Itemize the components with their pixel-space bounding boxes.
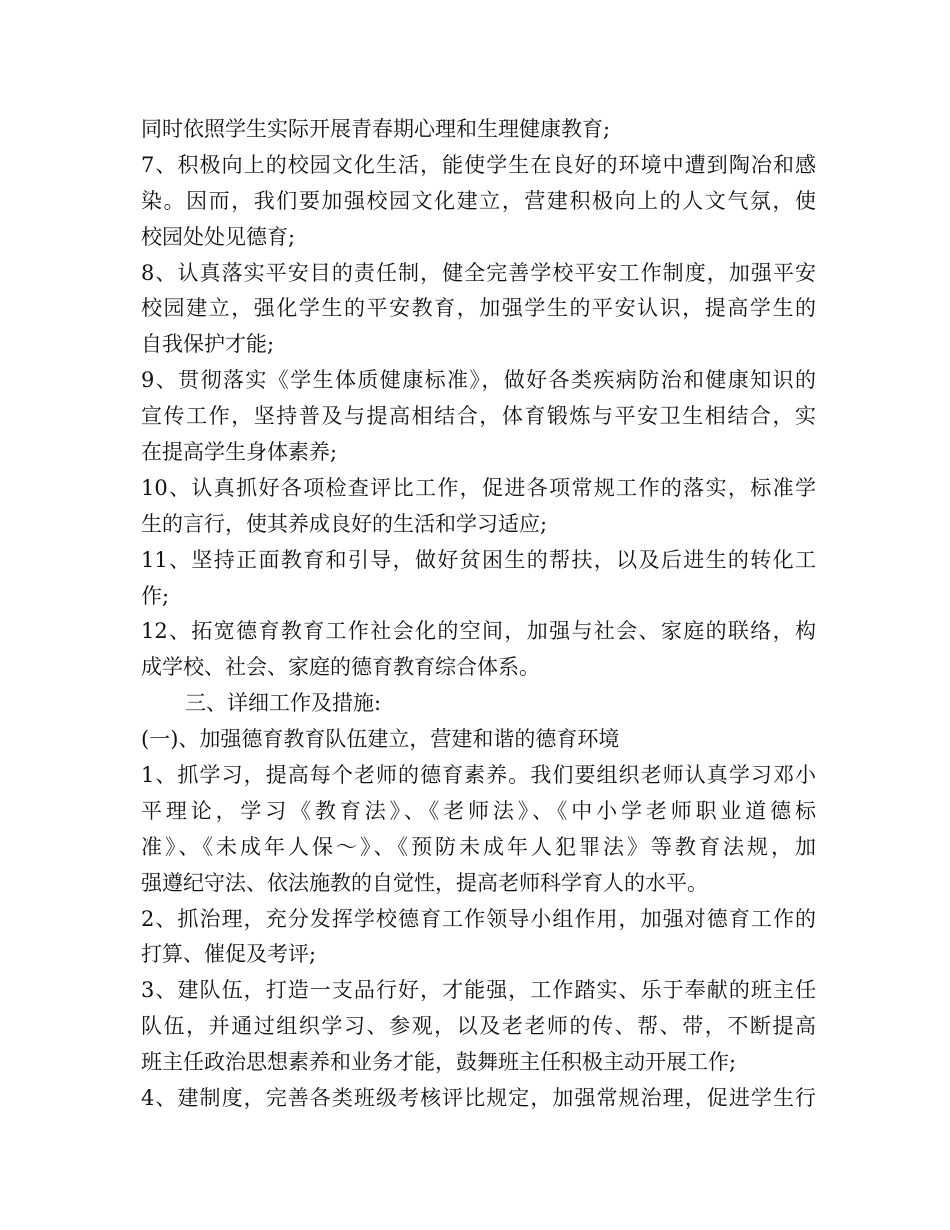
text-line: 校园建立，强化学生的平安教育，加强学生的平安认识，提高学生的 — [141, 296, 816, 321]
text-line: 生的言行，使其养成良好的生活和学习适应; — [141, 511, 548, 536]
text-line: 4、建制度，完善各类班级考核评比规定，加强常规治理，促进学生行 — [141, 1086, 816, 1111]
text-line: 7、积极向上的校园文化生活，能使学生在良好的环境中遭到陶冶和感 — [141, 152, 816, 177]
text-line: 8、认真落实平安目的责任制，健全完善学校平安工作制度，加强平安 — [141, 260, 816, 285]
text-line: 10、认真抓好各项检查评比工作，促进各项常规工作的落实，标准学 — [141, 475, 816, 500]
text-line: 校园处处见德育; — [141, 224, 296, 249]
text-line: 队伍，并通过组织学习、参观，以及老老师的传、帮、带，不断提高 — [141, 1014, 816, 1039]
section-heading: 三、详细工作及措施: — [185, 691, 382, 716]
text-line: 宣传工作，坚持普及与提高相结合，体育锻炼与平安卫生相结合，实 — [141, 404, 816, 429]
text-line: 自我保护才能; — [141, 332, 275, 357]
text-line: 3、建队伍，打造一支品行好，才能强，工作踏实、乐于奉献的班主任 — [141, 978, 816, 1003]
text-line: 作; — [141, 583, 170, 608]
text-line: 准》、《未成年人保～》、《预防未成年人犯罪法》等教育法规，加 — [141, 834, 816, 859]
text-line: 同时依照学生实际开展青春期心理和生理健康教育; — [141, 117, 611, 141]
text-line: 班主任政治思想素养和业务才能，鼓舞班主任积极主动开展工作; — [141, 1050, 737, 1075]
text-line: 强遵纪守法、依法施教的自觉性，提高老师科学育人的水平。 — [141, 870, 708, 895]
document-body — [141, 112, 816, 1117]
text-line: 染。因而，我们要加强校园文化建立，营建积极向上的人文气氛，使 — [141, 188, 816, 213]
text-line: 成学校、社会、家庭的德育教育综合体系。 — [141, 655, 540, 680]
subsection-heading: (一)、加强德育教育队伍建立，营建和谐的德育环境 — [141, 727, 620, 752]
text-line: 9、贯彻落实《学生体质健康标准》，做好各类疾病防治和健康知识的 — [141, 368, 816, 393]
text-line: 2、抓治理，充分发挥学校德育工作领导小组作用，加强对德育工作的 — [141, 906, 816, 931]
text-line: 11、坚持正面教育和引导，做好贫困生的帮扶，以及后进生的转化工 — [141, 547, 816, 572]
text-line: 1、抓学习，提高每个老师的德育素养。我们要组织老师认真学习邓小 — [141, 763, 816, 788]
text-line: 平理论，学习《教育法》、《老师法》、《中小学老师职业道德标 — [141, 798, 816, 823]
text-line: 12、拓宽德育教育工作社会化的空间，加强与社会、家庭的联络，构 — [141, 619, 816, 644]
text-line: 在提高学生身体素养; — [141, 440, 338, 465]
text-line: 打算、催促及考评; — [141, 942, 317, 967]
